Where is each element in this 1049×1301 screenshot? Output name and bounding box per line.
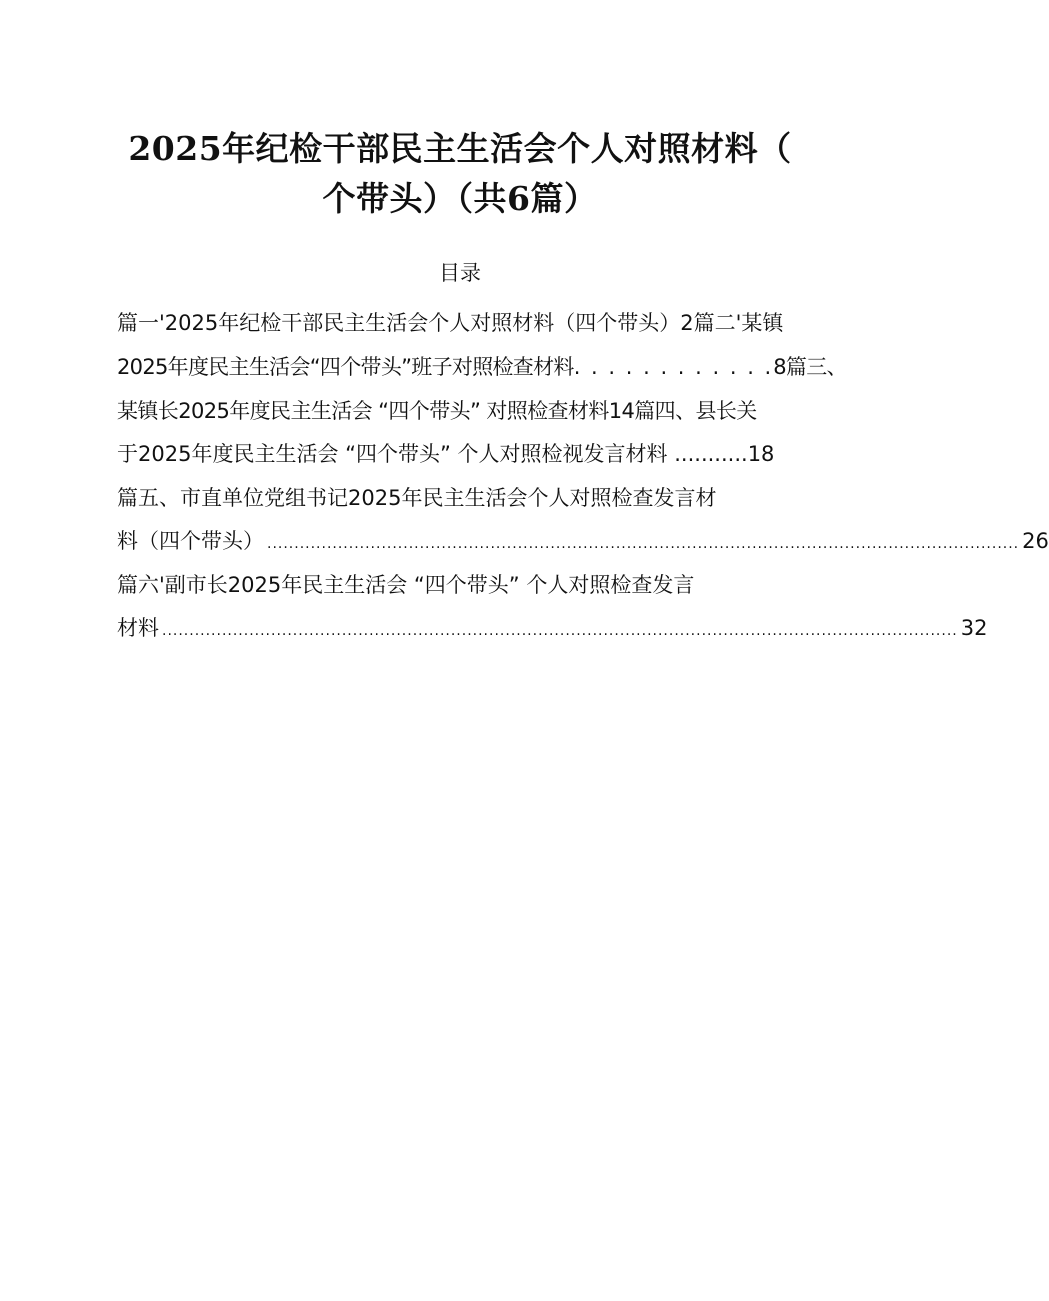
toc-entry-text: 材料	[117, 616, 159, 640]
dot-leader: ...........	[674, 442, 748, 466]
document-title-line-1: 2025年纪检干部民主生活会个人对照材料（	[128, 129, 792, 168]
toc-entry-line-1[interactable]: 篇一'2025年纪检干部民主生活会个人对照材料（四个带头）2篇二'某镇	[117, 311, 784, 335]
toc-entry-line-7[interactable]: 篇六'副市长2025年民主生活会 “四个带头” 个人对照检查发言	[117, 573, 695, 597]
toc-entry-line-8[interactable]	[117, 613, 988, 646]
dot-leader: . . . . . . . . . . . .	[573, 355, 774, 379]
toc-entry-text: 于2025年度民主生活会 “四个带头” 个人对照检视发言材料	[117, 442, 668, 466]
toc-entry-line-2[interactable]	[117, 352, 847, 382]
toc-entry-line-6[interactable]	[117, 526, 1049, 559]
toc-entry-text: 料（四个带头）	[117, 529, 264, 553]
toc-heading: 目录	[439, 261, 481, 285]
dot-leader: ..................................................................................................................................................	[162, 623, 958, 639]
toc-entry-line-3[interactable]: 某镇长2025年度民主生活会 “四个带头” 对照检查材料14篇四、县长关	[117, 399, 757, 423]
toc-page-number: 18	[747, 442, 775, 466]
toc-page-number: 32	[960, 616, 988, 640]
document-title-line-2: 个带头）（共6篇）	[322, 179, 598, 218]
dot-leader: ..........................................................................................................................................	[267, 536, 1020, 552]
document-title	[100, 124, 820, 224]
toc-entry-line-5[interactable]: 篇五、市直单位党组书记2025年民主生活会个人对照检查发言材	[117, 486, 717, 510]
toc-entry-line-4[interactable]	[117, 439, 774, 469]
toc-entry-text: 2025年度民主生活会“四个带头”班子对照检查材料	[117, 355, 574, 379]
toc-entry-page-and-next: 8篇三、	[773, 355, 847, 379]
toc-page-number: 26	[1022, 529, 1049, 553]
